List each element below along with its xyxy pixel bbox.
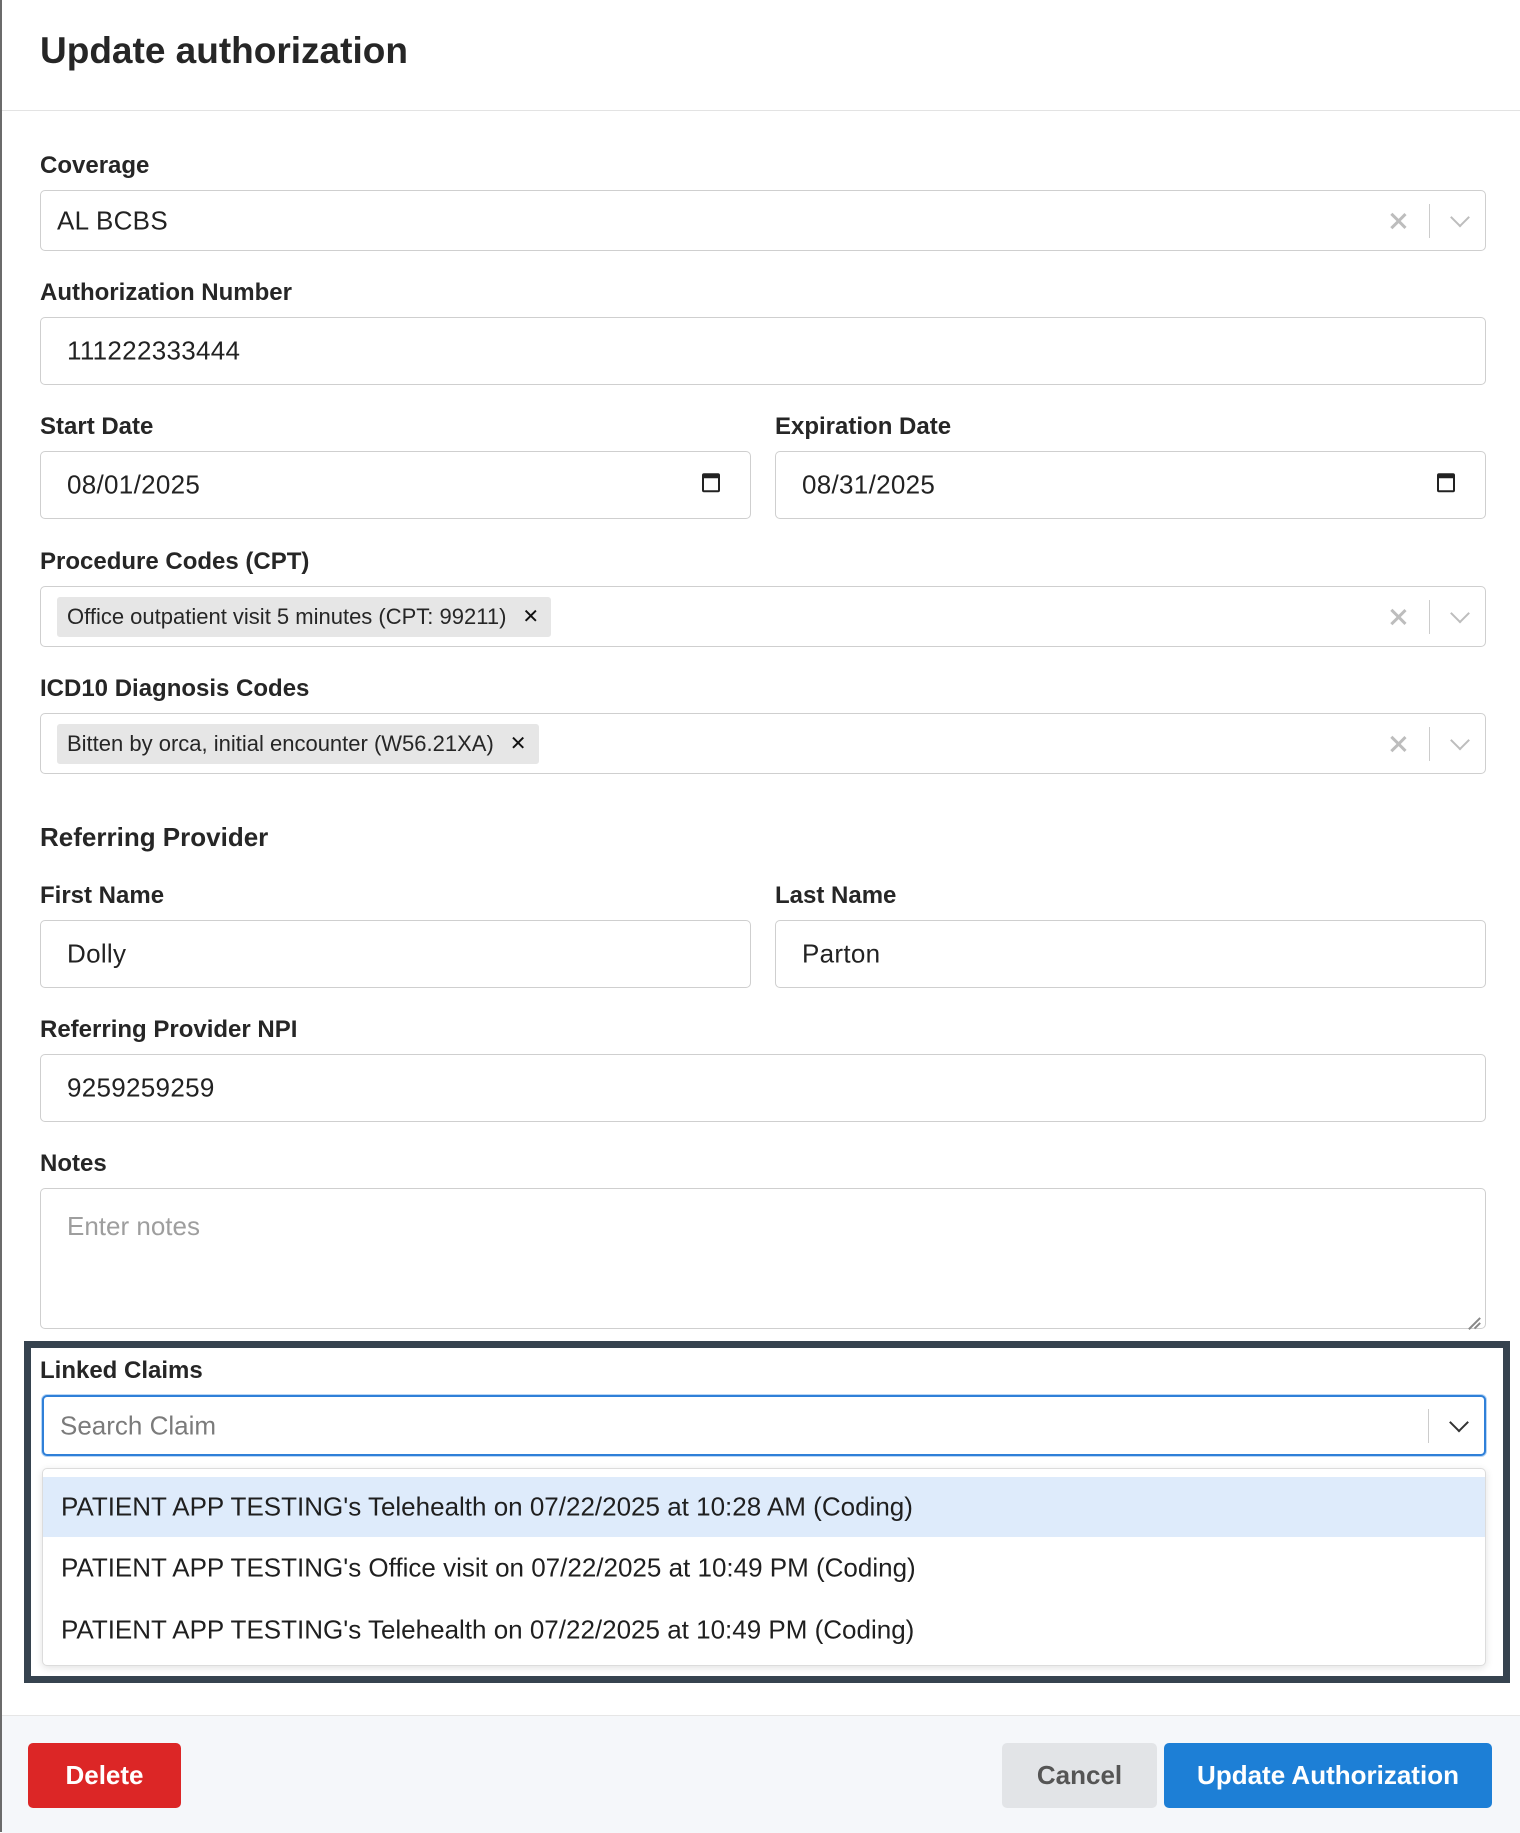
first-name-input[interactable] — [40, 920, 751, 988]
claim-option[interactable] — [43, 1600, 1485, 1660]
last-name-input[interactable] — [775, 920, 1486, 988]
claim-option[interactable] — [43, 1538, 1485, 1598]
indicator-separator — [1429, 204, 1430, 238]
clear-icon[interactable] — [1389, 608, 1407, 626]
search-claim-placeholder: Search Claim — [60, 1410, 217, 1440]
claim-option[interactable] — [43, 1477, 1485, 1537]
coverage-label: Coverage — [40, 152, 150, 179]
modal-title: Update authorization — [40, 30, 408, 71]
first-name-label: First Name — [40, 882, 165, 909]
modal-header — [2, 0, 1520, 111]
update-authorization-modal — [2, 0, 1520, 1832]
expiration-date-label: Expiration Date — [775, 413, 952, 440]
notes-textarea[interactable] — [40, 1188, 1486, 1329]
start-date-value: 08/01/2025 — [67, 469, 201, 500]
resize-handle-icon[interactable] — [1467, 1310, 1481, 1324]
claim-option-label: PATIENT APP TESTING's Telehealth on 07/22/2025 at 10:49 PM (Coding) — [61, 1614, 915, 1645]
chip-label: Bitten by orca, initial encounter (W56.21XA) — [67, 730, 494, 756]
authorization-number-value: 111222333444 — [67, 335, 241, 366]
linked-claims-label: Linked Claims — [40, 1357, 203, 1384]
diagnosis-codes-label: ICD10 Diagnosis Codes — [40, 675, 310, 702]
expiration-date-input[interactable] — [775, 451, 1486, 519]
procedure-codes-label: Procedure Codes (CPT) — [40, 548, 310, 575]
indicator-separator — [1429, 600, 1430, 634]
npi-label: Referring Provider NPI — [40, 1016, 298, 1043]
claim-option-label: PATIENT APP TESTING's Telehealth on 07/22/2025 at 10:28 AM (Coding) — [61, 1491, 913, 1522]
referring-provider-title: Referring Provider — [40, 822, 269, 852]
first-name-value: Dolly — [67, 938, 127, 969]
delete-button[interactable]: Delete — [28, 1743, 181, 1808]
diagnosis-code-chip — [57, 724, 539, 764]
chevron-down-icon[interactable] — [1449, 1412, 1469, 1432]
coverage-value: AL BCBS — [57, 205, 168, 235]
start-date-input[interactable] — [40, 451, 751, 519]
clear-icon[interactable] — [1389, 735, 1407, 753]
coverage-select[interactable] — [40, 190, 1486, 251]
indicator-separator — [1428, 1409, 1429, 1443]
chevron-down-icon[interactable] — [1450, 603, 1470, 623]
npi-value: 9259259259 — [67, 1072, 215, 1103]
calendar-icon[interactable] — [702, 473, 720, 492]
update-authorization-button[interactable]: Update Authorization — [1164, 1743, 1492, 1808]
modal-footer — [2, 1715, 1520, 1833]
diagnosis-codes-select[interactable] — [40, 713, 1486, 774]
last-name-label: Last Name — [775, 882, 897, 909]
authorization-number-label: Authorization Number — [40, 279, 292, 306]
procedure-code-chip — [57, 597, 551, 637]
last-name-value: Parton — [802, 938, 881, 969]
chevron-down-icon[interactable] — [1450, 207, 1470, 227]
notes-placeholder: Enter notes — [67, 1211, 200, 1241]
cancel-button[interactable]: Cancel — [1002, 1743, 1157, 1808]
notes-label: Notes — [40, 1150, 107, 1177]
authorization-number-input[interactable] — [40, 317, 1486, 385]
claim-option-label: PATIENT APP TESTING's Office visit on 07/22/2025 at 10:49 PM (Coding) — [61, 1552, 916, 1583]
npi-input[interactable] — [40, 1054, 1486, 1122]
chevron-down-icon[interactable] — [1450, 730, 1470, 750]
indicator-separator — [1429, 727, 1430, 761]
linked-claims-search[interactable] — [42, 1395, 1486, 1456]
close-icon[interactable]: ✕ — [509, 732, 527, 755]
calendar-icon[interactable] — [1437, 473, 1455, 492]
chip-label: Office outpatient visit 5 minutes (CPT: 99211) — [67, 603, 507, 629]
start-date-label: Start Date — [40, 413, 154, 440]
procedure-codes-select[interactable] — [40, 586, 1486, 647]
clear-icon[interactable] — [1389, 212, 1407, 230]
close-icon[interactable]: ✕ — [522, 605, 540, 628]
linked-claims-menu — [42, 1468, 1486, 1666]
expiration-date-value: 08/31/2025 — [802, 469, 936, 500]
